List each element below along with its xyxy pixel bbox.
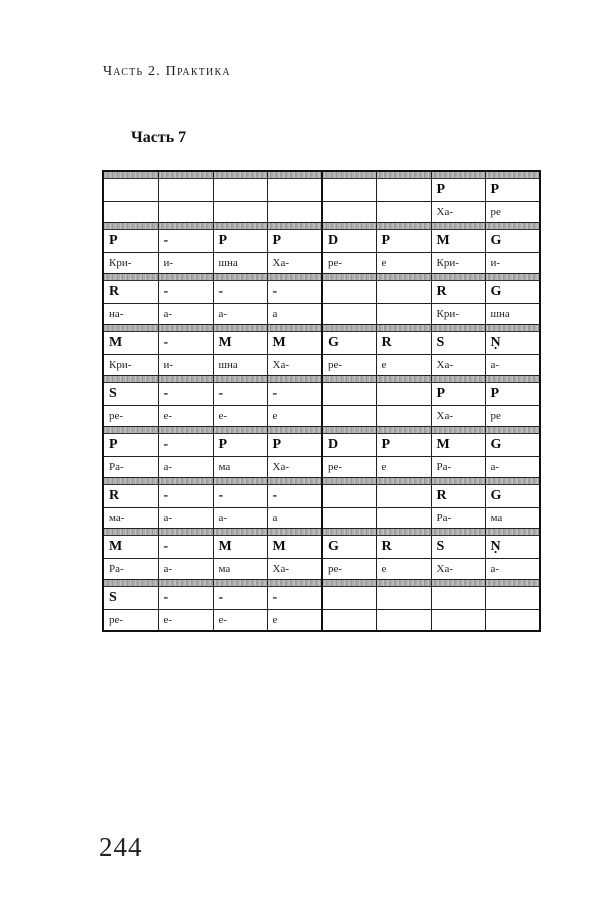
note-row: [103, 383, 540, 406]
syllable-cell: [485, 610, 540, 632]
note-cell: -: [213, 587, 267, 610]
syllable-cell: Ха-: [267, 457, 322, 478]
syllable-cell: ре-: [322, 253, 376, 274]
syllable-cell: Ха-: [431, 559, 485, 580]
separator-cell: [485, 529, 540, 536]
syllable-cell: Ха-: [431, 406, 485, 427]
note-cell: -: [213, 383, 267, 406]
syllable-row: [103, 559, 540, 580]
note-cell: -: [213, 281, 267, 304]
note-cell: -: [158, 383, 213, 406]
note-row: [103, 434, 540, 457]
syllable-cell: а-: [213, 304, 267, 325]
note-cell: Ṇ: [485, 332, 540, 355]
syllable-cell: е: [376, 355, 431, 376]
syllable-cell: [158, 202, 213, 223]
section-title: Часть 7: [131, 129, 187, 146]
syllable-row: [103, 304, 540, 325]
note-cell: [376, 281, 431, 304]
note-cell: [322, 485, 376, 508]
syllable-cell: [376, 508, 431, 529]
separator-cell: [158, 223, 213, 230]
separator-cell: [485, 376, 540, 383]
separator-cell: [431, 223, 485, 230]
separator-cell: [376, 171, 431, 179]
separator-cell: [322, 478, 376, 485]
note-cell: S: [431, 332, 485, 355]
note-cell: S: [103, 383, 158, 406]
note-row: [103, 281, 540, 304]
separator-cell: [213, 376, 267, 383]
separator-cell: [103, 171, 158, 179]
note-cell: P: [103, 434, 158, 457]
syllable-cell: [322, 508, 376, 529]
syllable-cell: Ха-: [267, 559, 322, 580]
separator-cell: [431, 478, 485, 485]
syllable-cell: Кри-: [103, 355, 158, 376]
separator-cell: [158, 427, 213, 434]
separator-cell: [376, 427, 431, 434]
note-row: [103, 485, 540, 508]
note-cell: P: [213, 230, 267, 253]
separator-cell: [103, 529, 158, 536]
separator-cell: [322, 376, 376, 383]
syllable-cell: ре-: [322, 355, 376, 376]
syllable-row: [103, 202, 540, 223]
separator-cell: [158, 171, 213, 179]
note-cell: [103, 179, 158, 202]
note-cell: -: [267, 281, 322, 304]
note-cell: -: [158, 434, 213, 457]
note-cell: D: [322, 434, 376, 457]
note-cell: R: [103, 281, 158, 304]
syllable-cell: Кри-: [103, 253, 158, 274]
syllable-cell: Ха-: [431, 202, 485, 223]
syllable-cell: и-: [158, 355, 213, 376]
separator-cell: [213, 274, 267, 281]
note-cell: D: [322, 230, 376, 253]
row-separator: [103, 325, 540, 332]
syllable-cell: ма-: [103, 508, 158, 529]
separator-cell: [267, 529, 322, 536]
syllable-cell: [213, 202, 267, 223]
note-cell: R: [103, 485, 158, 508]
note-cell: R: [431, 281, 485, 304]
syllable-row: [103, 406, 540, 427]
syllable-cell: и-: [485, 253, 540, 274]
syllable-cell: [103, 202, 158, 223]
note-cell: -: [213, 485, 267, 508]
syllable-cell: [322, 406, 376, 427]
syllable-cell: е: [376, 253, 431, 274]
note-cell: [267, 179, 322, 202]
separator-cell: [322, 580, 376, 587]
note-cell: R: [376, 332, 431, 355]
note-cell: S: [103, 587, 158, 610]
row-separator: [103, 223, 540, 230]
syllable-cell: [376, 406, 431, 427]
separator-cell: [158, 274, 213, 281]
syllable-cell: Кри-: [431, 253, 485, 274]
syllable-cell: ре: [485, 406, 540, 427]
notation-table: [102, 170, 541, 632]
row-separator: [103, 427, 540, 434]
separator-cell: [485, 171, 540, 179]
syllable-cell: Кри-: [431, 304, 485, 325]
note-cell: [322, 383, 376, 406]
separator-cell: [485, 274, 540, 281]
separator-cell: [103, 223, 158, 230]
syllable-cell: е-: [213, 406, 267, 427]
separator-cell: [431, 171, 485, 179]
syllable-cell: [376, 610, 431, 632]
syllable-cell: ре: [485, 202, 540, 223]
separator-cell: [267, 223, 322, 230]
note-cell: G: [322, 332, 376, 355]
syllable-cell: Ра-: [431, 508, 485, 529]
note-cell: [213, 179, 267, 202]
note-cell: [322, 281, 376, 304]
separator-cell: [213, 478, 267, 485]
note-cell: G: [485, 434, 540, 457]
syllable-cell: а-: [485, 355, 540, 376]
syllable-row: [103, 610, 540, 632]
separator-cell: [431, 325, 485, 332]
syllable-row: [103, 355, 540, 376]
separator-cell: [103, 580, 158, 587]
note-cell: M: [213, 536, 267, 559]
separator-cell: [267, 274, 322, 281]
separator-cell: [322, 274, 376, 281]
separator-cell: [103, 427, 158, 434]
note-cell: -: [158, 230, 213, 253]
note-cell: [376, 587, 431, 610]
syllable-cell: е-: [213, 610, 267, 632]
separator-cell: [213, 223, 267, 230]
separator-cell: [376, 325, 431, 332]
note-cell: [158, 179, 213, 202]
note-row: [103, 179, 540, 202]
note-cell: [376, 485, 431, 508]
note-cell: M: [267, 332, 322, 355]
note-cell: P: [267, 434, 322, 457]
syllable-cell: а-: [213, 508, 267, 529]
note-cell: G: [485, 281, 540, 304]
separator-cell: [376, 478, 431, 485]
separator-cell: [158, 325, 213, 332]
note-cell: [485, 587, 540, 610]
separator-cell: [376, 274, 431, 281]
note-cell: M: [103, 332, 158, 355]
separator-cell: [485, 427, 540, 434]
separator-cell: [103, 376, 158, 383]
separator-cell: [267, 325, 322, 332]
separator-cell: [431, 376, 485, 383]
note-cell: [376, 179, 431, 202]
note-cell: [376, 383, 431, 406]
separator-cell: [158, 580, 213, 587]
separator-cell: [103, 274, 158, 281]
note-cell: G: [485, 485, 540, 508]
row-separator: [103, 376, 540, 383]
syllable-cell: Ха-: [267, 355, 322, 376]
separator-cell: [376, 580, 431, 587]
note-cell: S: [431, 536, 485, 559]
separator-cell: [431, 274, 485, 281]
syllable-cell: [431, 610, 485, 632]
syllable-cell: Ра-: [103, 559, 158, 580]
note-cell: G: [485, 230, 540, 253]
syllable-cell: шна: [213, 355, 267, 376]
row-separator: [103, 529, 540, 536]
note-cell: [322, 587, 376, 610]
syllable-cell: [376, 304, 431, 325]
row-separator: [103, 171, 540, 179]
syllable-cell: е: [267, 610, 322, 632]
note-cell: [322, 179, 376, 202]
separator-cell: [213, 580, 267, 587]
syllable-cell: шна: [485, 304, 540, 325]
note-cell: P: [213, 434, 267, 457]
note-cell: Ṇ: [485, 536, 540, 559]
separator-cell: [322, 325, 376, 332]
syllable-cell: а-: [158, 304, 213, 325]
syllable-cell: Ра-: [431, 457, 485, 478]
note-cell: -: [267, 587, 322, 610]
note-cell: G: [322, 536, 376, 559]
syllable-cell: е: [376, 559, 431, 580]
syllable-row: [103, 508, 540, 529]
syllable-cell: и-: [158, 253, 213, 274]
syllable-cell: е-: [158, 406, 213, 427]
separator-cell: [267, 427, 322, 434]
note-cell: [431, 587, 485, 610]
separator-cell: [103, 478, 158, 485]
note-cell: P: [431, 179, 485, 202]
syllable-cell: е: [267, 406, 322, 427]
note-cell: M: [267, 536, 322, 559]
note-cell: -: [158, 587, 213, 610]
note-row: [103, 536, 540, 559]
separator-cell: [485, 580, 540, 587]
separator-cell: [322, 529, 376, 536]
separator-cell: [431, 580, 485, 587]
note-cell: -: [158, 536, 213, 559]
separator-cell: [485, 223, 540, 230]
note-cell: R: [376, 536, 431, 559]
note-cell: P: [267, 230, 322, 253]
separator-cell: [322, 427, 376, 434]
separator-cell: [485, 325, 540, 332]
note-cell: P: [376, 434, 431, 457]
running-head: Часть 2. Практика: [103, 64, 231, 79]
note-cell: P: [103, 230, 158, 253]
note-cell: P: [485, 179, 540, 202]
separator-cell: [431, 427, 485, 434]
separator-cell: [322, 171, 376, 179]
note-cell: -: [158, 281, 213, 304]
separator-cell: [376, 529, 431, 536]
syllable-cell: а-: [158, 457, 213, 478]
note-cell: -: [158, 485, 213, 508]
syllable-cell: ре-: [103, 610, 158, 632]
separator-cell: [213, 171, 267, 179]
note-cell: M: [431, 230, 485, 253]
note-cell: M: [103, 536, 158, 559]
separator-cell: [213, 427, 267, 434]
note-cell: -: [267, 485, 322, 508]
page-number: 244: [99, 832, 143, 862]
syllable-row: [103, 457, 540, 478]
note-cell: -: [158, 332, 213, 355]
syllable-cell: ре-: [322, 559, 376, 580]
note-cell: M: [213, 332, 267, 355]
row-separator: [103, 580, 540, 587]
syllable-cell: ма: [213, 457, 267, 478]
separator-cell: [158, 529, 213, 536]
syllable-cell: [267, 202, 322, 223]
separator-cell: [267, 478, 322, 485]
syllable-cell: на-: [103, 304, 158, 325]
syllable-cell: Ра-: [103, 457, 158, 478]
note-cell: P: [376, 230, 431, 253]
syllable-cell: ре-: [322, 457, 376, 478]
syllable-cell: ма: [485, 508, 540, 529]
separator-cell: [376, 376, 431, 383]
separator-cell: [158, 376, 213, 383]
syllable-cell: а-: [485, 457, 540, 478]
row-separator: [103, 274, 540, 281]
syllable-cell: Ха-: [267, 253, 322, 274]
syllable-cell: [376, 202, 431, 223]
syllable-row: [103, 253, 540, 274]
syllable-cell: е-: [158, 610, 213, 632]
separator-cell: [213, 529, 267, 536]
separator-cell: [267, 580, 322, 587]
syllable-cell: а: [267, 508, 322, 529]
syllable-cell: а-: [158, 508, 213, 529]
separator-cell: [267, 171, 322, 179]
note-row: [103, 230, 540, 253]
syllable-cell: шна: [213, 253, 267, 274]
separator-cell: [158, 478, 213, 485]
syllable-cell: ма: [213, 559, 267, 580]
separator-cell: [267, 376, 322, 383]
note-row: [103, 587, 540, 610]
syllable-cell: а-: [485, 559, 540, 580]
syllable-cell: ре-: [103, 406, 158, 427]
note-cell: M: [431, 434, 485, 457]
note-cell: -: [267, 383, 322, 406]
syllable-cell: Ха-: [431, 355, 485, 376]
separator-cell: [431, 529, 485, 536]
row-separator: [103, 478, 540, 485]
separator-cell: [322, 223, 376, 230]
syllable-cell: [322, 610, 376, 632]
separator-cell: [103, 325, 158, 332]
separator-cell: [213, 325, 267, 332]
note-cell: P: [485, 383, 540, 406]
separator-cell: [485, 478, 540, 485]
syllable-cell: [322, 304, 376, 325]
syllable-cell: а: [267, 304, 322, 325]
note-cell: R: [431, 485, 485, 508]
syllable-cell: [322, 202, 376, 223]
separator-cell: [376, 223, 431, 230]
syllable-cell: е: [376, 457, 431, 478]
note-cell: P: [431, 383, 485, 406]
syllable-cell: а-: [158, 559, 213, 580]
note-row: [103, 332, 540, 355]
